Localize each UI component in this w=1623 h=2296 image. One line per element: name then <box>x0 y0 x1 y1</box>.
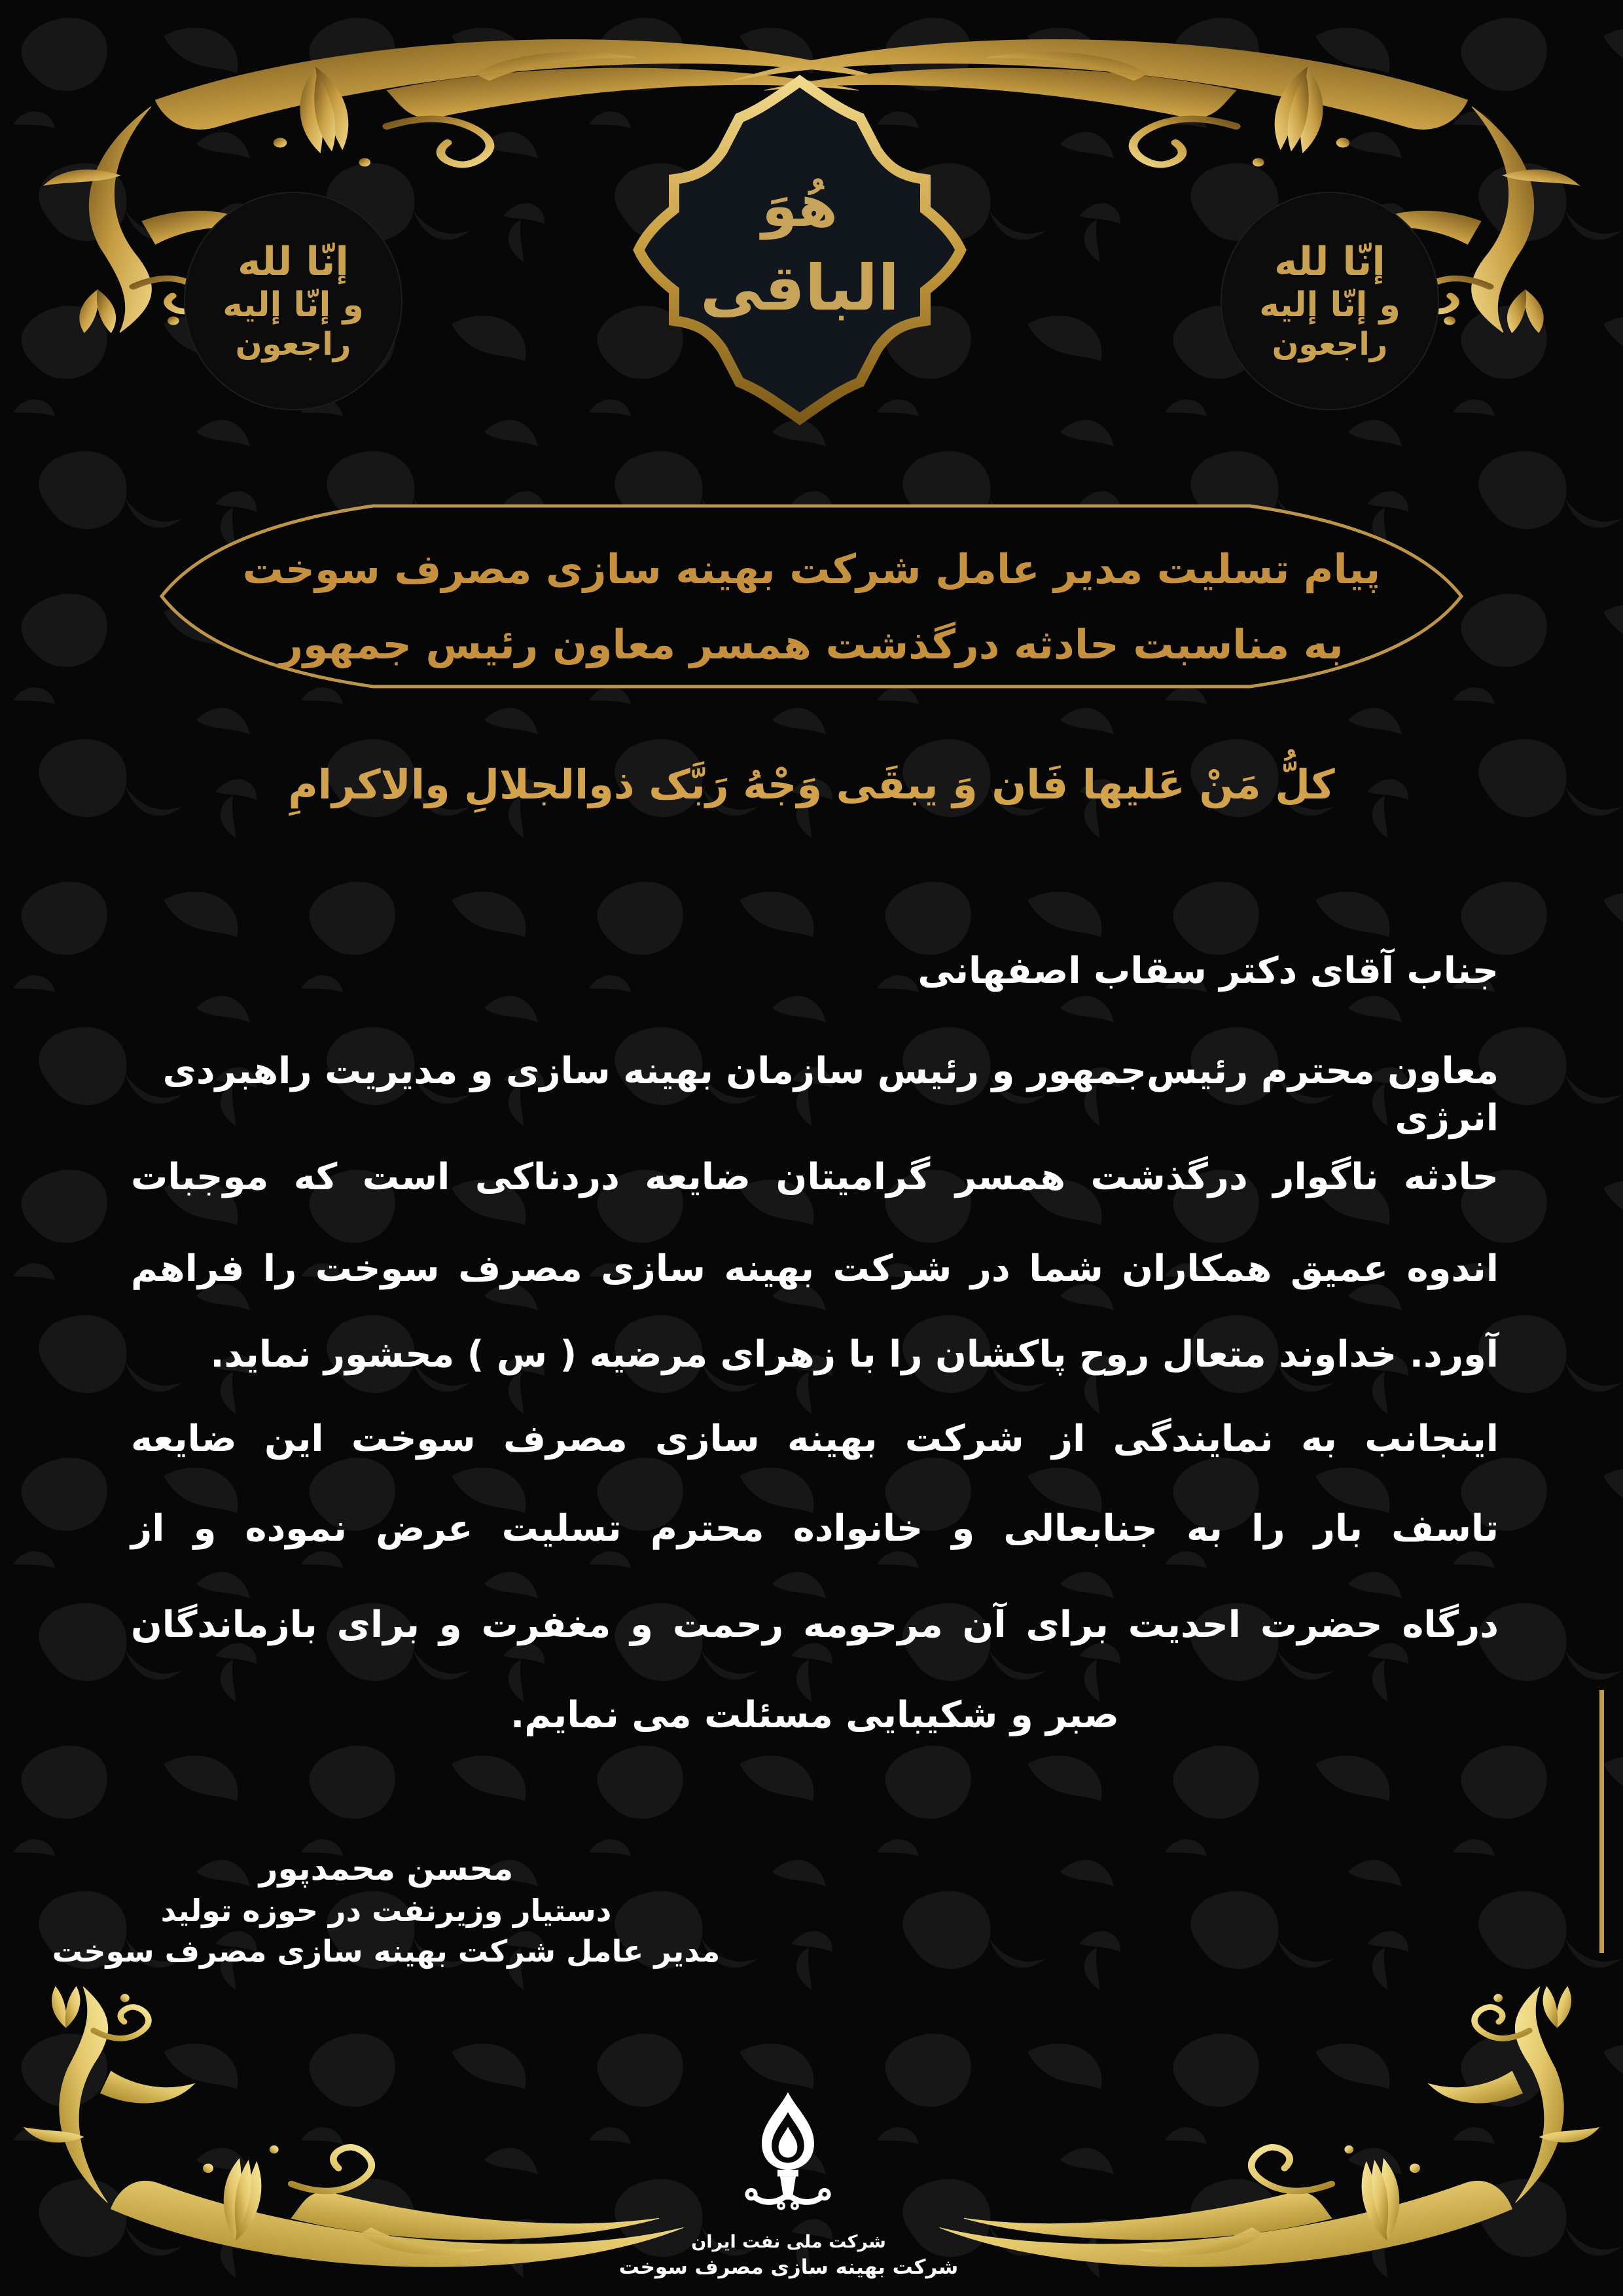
medallion-left-line1: إنّا لله <box>238 239 349 285</box>
footer-org-line1: شرکت ملی نفت ایران <box>691 2232 886 2252</box>
medallion-left-line2: و إنّا إلیه <box>223 285 364 325</box>
medallion-right-line3: راجعون <box>1272 326 1388 363</box>
body-line-5: تاسف بار را به جنابعالی و خانواده محترم تسلیت عرض نموده و از <box>131 1507 1499 1550</box>
body-line-2: اندوه عمیق همکاران شما در شرکت بهینه سازی مصرف سوخت را فراهم <box>131 1247 1499 1290</box>
vertical-gold-rule <box>1599 1690 1604 1953</box>
medallion-right-line2: و إنّا إلیه <box>1259 285 1400 325</box>
signature-title2: مدیر عامل شرکت بهینه سازی مصرف سوخت <box>52 1933 721 1969</box>
addressee-line1: جناب آقای دکتر سقاب اصفهانی <box>918 950 1499 992</box>
body-line-6: درگاه حضرت احدیت برای آن مرحومه رحمت و مغفرت و برای بازماندگان <box>131 1604 1499 1646</box>
body-line-3: آورد. خداوند متعال روح پاکشان را با زهرای مرضیه ( س ) محشور نماید. <box>210 1333 1499 1376</box>
medallion-right-line1: إنّا لله <box>1274 239 1385 285</box>
signature-title1: دستیار وزیرنفت در حوزه تولید <box>160 1893 612 1928</box>
body-line-1: حادثه ناگوار درگذشت همسر گرامیتان ضایعه دردناکی است که موجبات <box>131 1156 1499 1198</box>
badge-word-howa: هُوَ <box>761 172 838 240</box>
medallion-left-calligraphy <box>183 191 403 411</box>
torch-logo-icon <box>736 2090 840 2212</box>
medallion-right-calligraphy <box>1220 191 1440 411</box>
banner-title-line1: پیام تسلیت مدیر عامل شرکت بهینه سازی مصرف سوخت <box>242 545 1381 593</box>
addressee-line2: معاون محترم رئیس‌جمهور و رئیس سازمان بهینه سازی و مدیریت راهبردی انرژی <box>162 1050 1499 1139</box>
body-line-4: اینجانب به نمایندگی از شرکت بهینه سازی مصرف سوخت این ضایعه <box>131 1418 1499 1460</box>
quran-verse: کلُّ مَنْ عَلیها فَان وَ یبقَی وَجْهُ رَبَّک ذوالجلالِ والاکرامِ <box>288 761 1335 808</box>
medallion-left-line3: راجعون <box>235 326 351 363</box>
signature-name: محسن محمدپور <box>259 1850 514 1888</box>
footer-org-line2: شرکت بهینه سازی مصرف سوخت <box>618 2255 959 2279</box>
banner-title-line2: به مناسبت حادثه درگذشت همسر معاون رئیس جمهور <box>279 620 1344 668</box>
body-line-7: صبر و شکیبایی مسئلت می نمایم. <box>510 1694 1119 1736</box>
calligraphy-badge-text <box>630 124 970 373</box>
badge-word-albaghi: الباقی <box>700 251 900 325</box>
